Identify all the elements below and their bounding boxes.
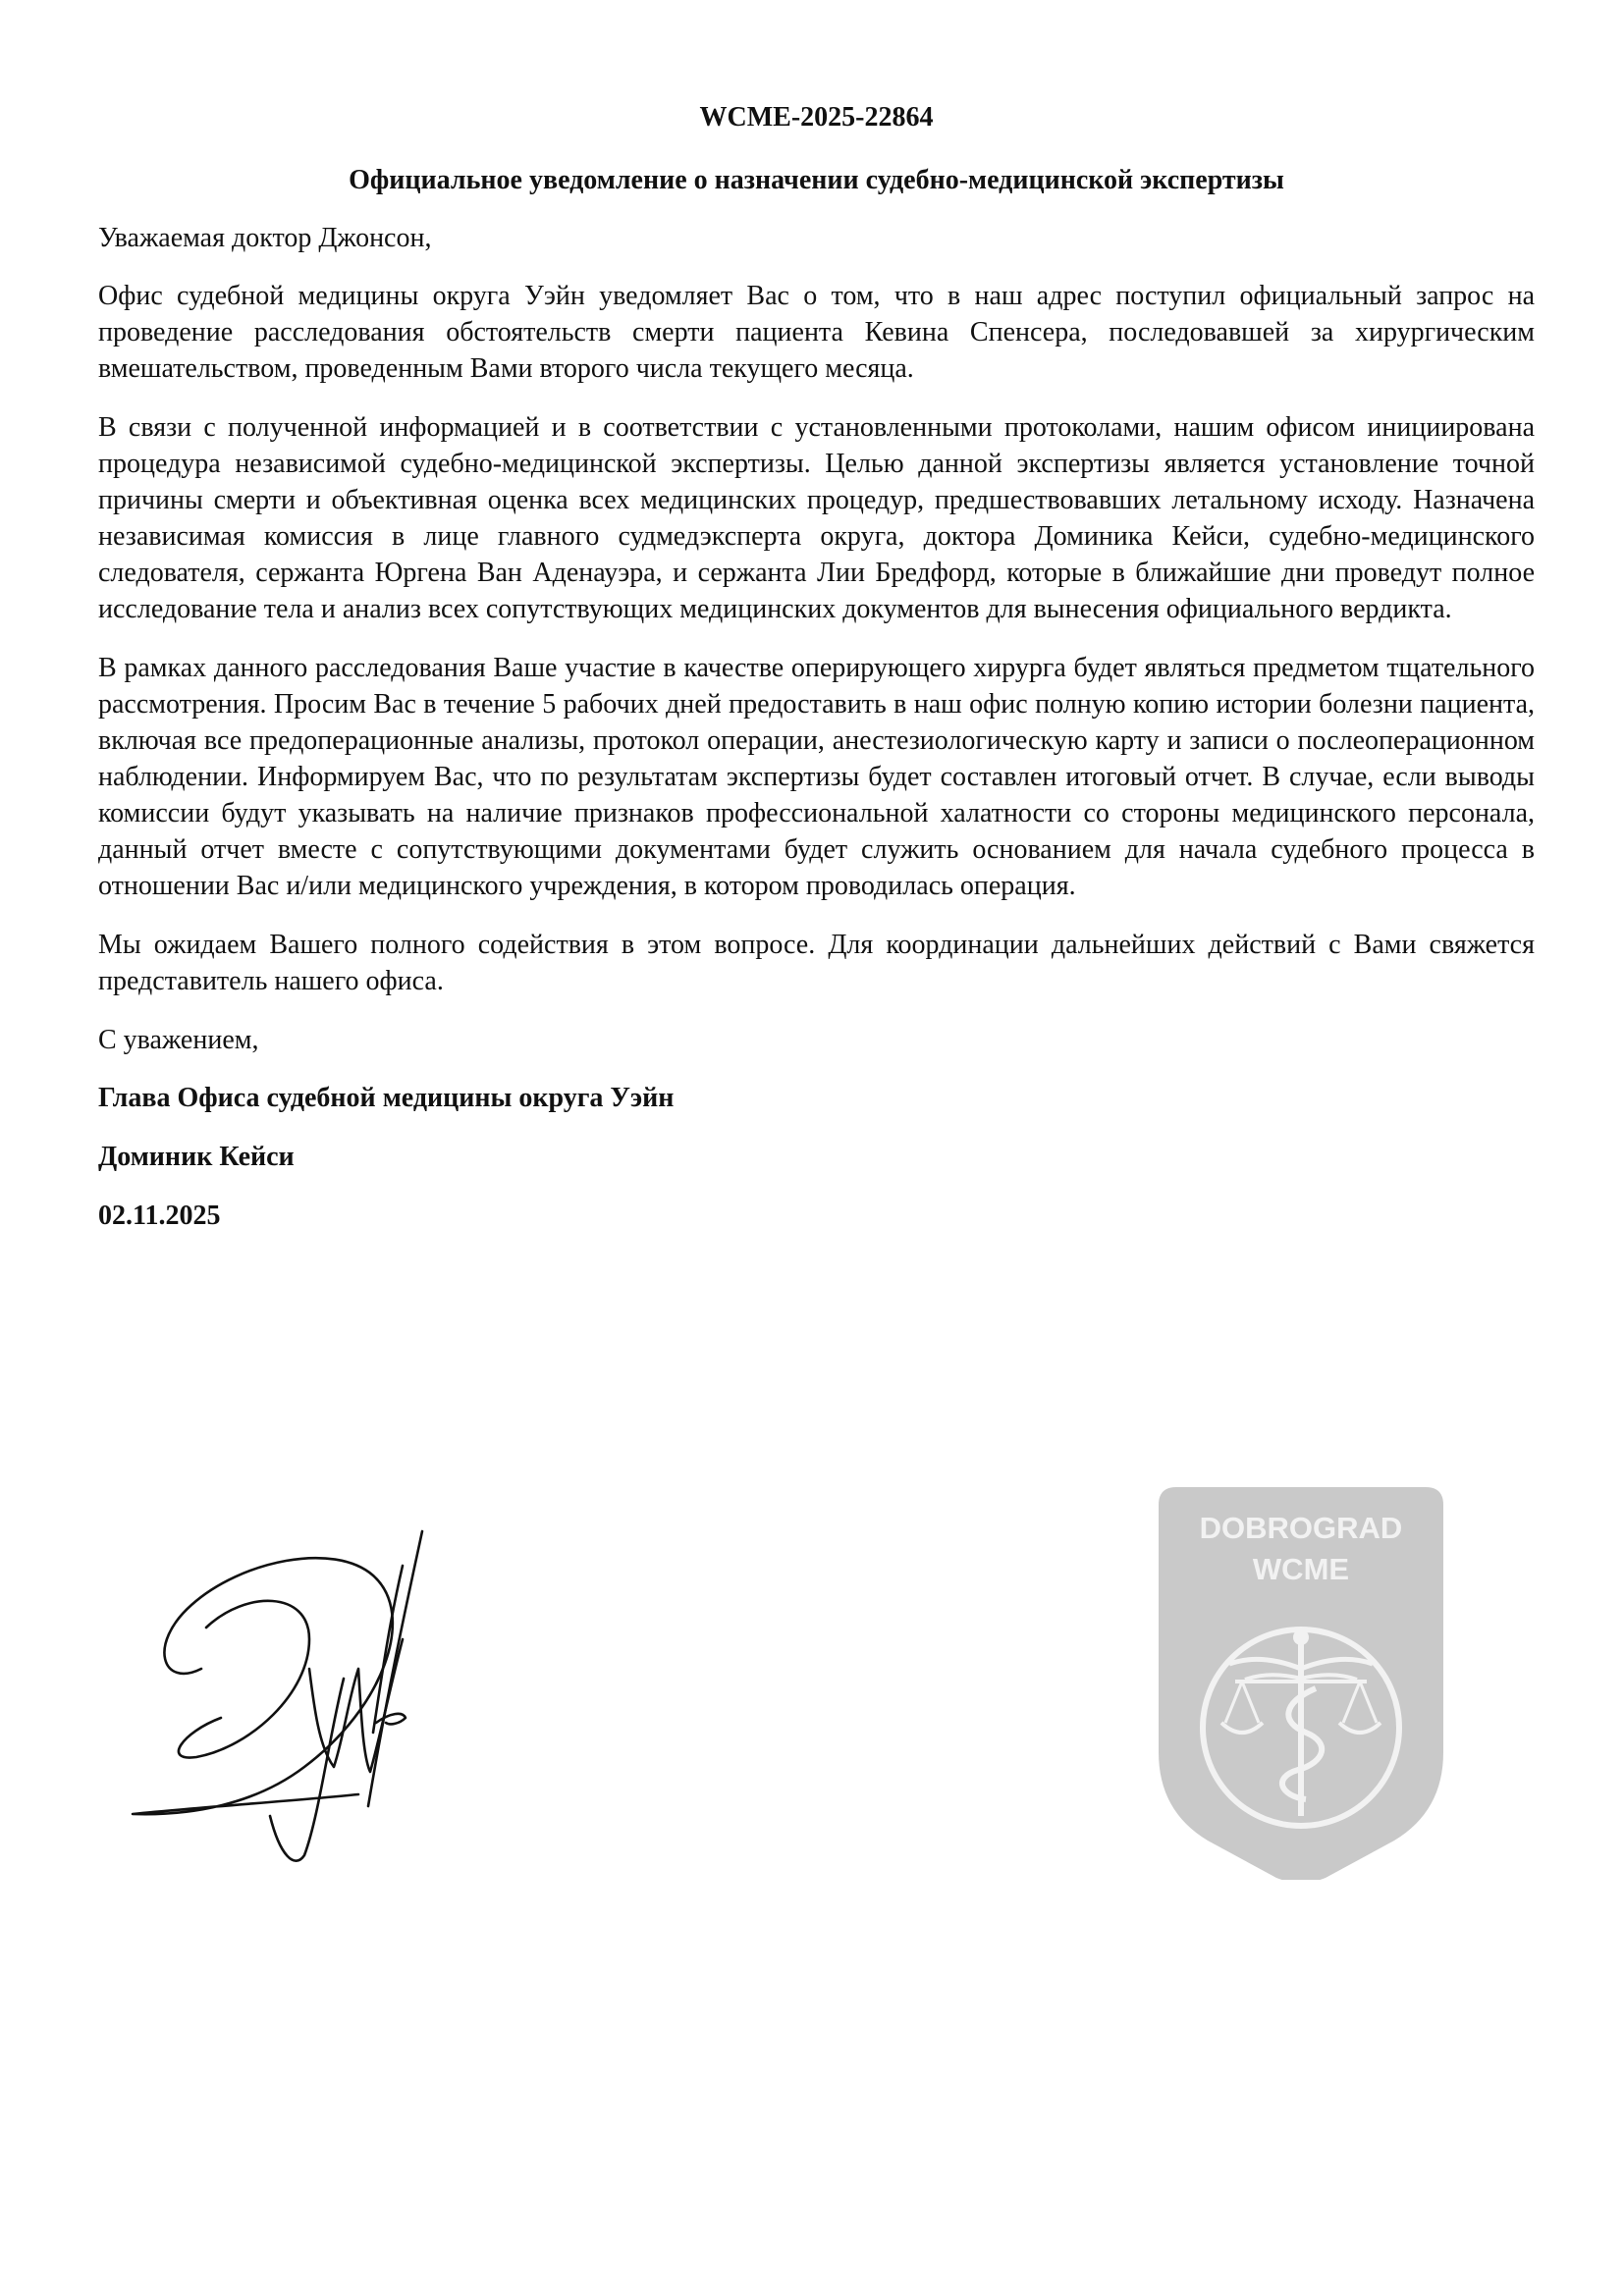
document-date: 02.11.2025 bbox=[98, 1201, 221, 1231]
signer-title: Глава Офиса судебной медицины округа Уэйн bbox=[98, 1083, 675, 1113]
letter-content bbox=[98, 98, 1535, 1256]
greeting: Уважаемая доктор Джонсон, bbox=[98, 223, 432, 253]
seal-line2: WCME bbox=[1252, 1552, 1350, 1586]
document-number: WCME-2025-22864 bbox=[699, 102, 934, 133]
paragraph-1: Офис судебной медицины округа Уэйн уведомляет Вас о том, что в наш адрес поступил официальный запрос на проведение расследования обстоятельств смерти пациента Кевина Спенсера, последовавшей за хирургическим вмешательством, проведенным Вами второго числа текущего месяца. bbox=[98, 281, 1535, 384]
seal-line1: DOBROGRAD bbox=[1199, 1511, 1403, 1545]
signature-stroke-2 bbox=[179, 1601, 309, 1758]
paragraph-2: В связи с полученной информацией и в соответствии с установленными протоколами, нашим офисом инициирована процедура независимой судебно-медицинской экспертизы. Целью данной экспертизы является установление точной причины смерти и объективная оценка всех медицинских процедур, предшествовавших летальному исходу. Назначена независимая комиссия в лице главного судмедэксперта округа, доктора Доминика Кейси, судебно-медицинского следователя, сержанта Юргена Ван Аденауэра, и сержанта Лии Бредфорд, которые в ближайшие дни проведут полное исследование тела и анализ всех сопутствующих медицинских документов для вынесения официального вердикта. bbox=[98, 412, 1535, 624]
paragraph-4: Мы ожидаем Вашего полного содействия в этом вопросе. Для координации дальнейших действий с Вами свяжется представитель нашего офиса. bbox=[98, 930, 1535, 996]
signature-stroke-7 bbox=[376, 1714, 406, 1725]
handwritten-signature bbox=[123, 1522, 496, 1875]
closing: С уважением, bbox=[98, 1025, 259, 1055]
signer-name: Доминик Кейси bbox=[98, 1142, 295, 1172]
paragraph-3: В рамках данного расследования Ваше участие в качестве оперирующего хирурга будет являться предметом тщательного рассмотрения. Просим Вас в течение 5 рабочих дней предоставить в наш офис полную копию истории болезни пациента, включая все предоперационные анализы, протокол операции, анестезиологическую карту и записи о послеоперационном наблюдении. Информируем Вас, что по результатам экспертизы будет составлен итоговый отчет. В случае, если выводы комиссии будут указывать на наличие признаков профессиональной халатности со стороны медицинского персонала, данный отчет вместе с сопутствующими документами будет служить основанием для начала судебного процесса в отношении Вас и/или медицинского учреждения, в котором проводилась операция. bbox=[98, 653, 1535, 901]
document-title: Официальное уведомление о назначении судебно-медицинской экспертизы bbox=[349, 165, 1284, 195]
seal-badge bbox=[1159, 1487, 1443, 1880]
